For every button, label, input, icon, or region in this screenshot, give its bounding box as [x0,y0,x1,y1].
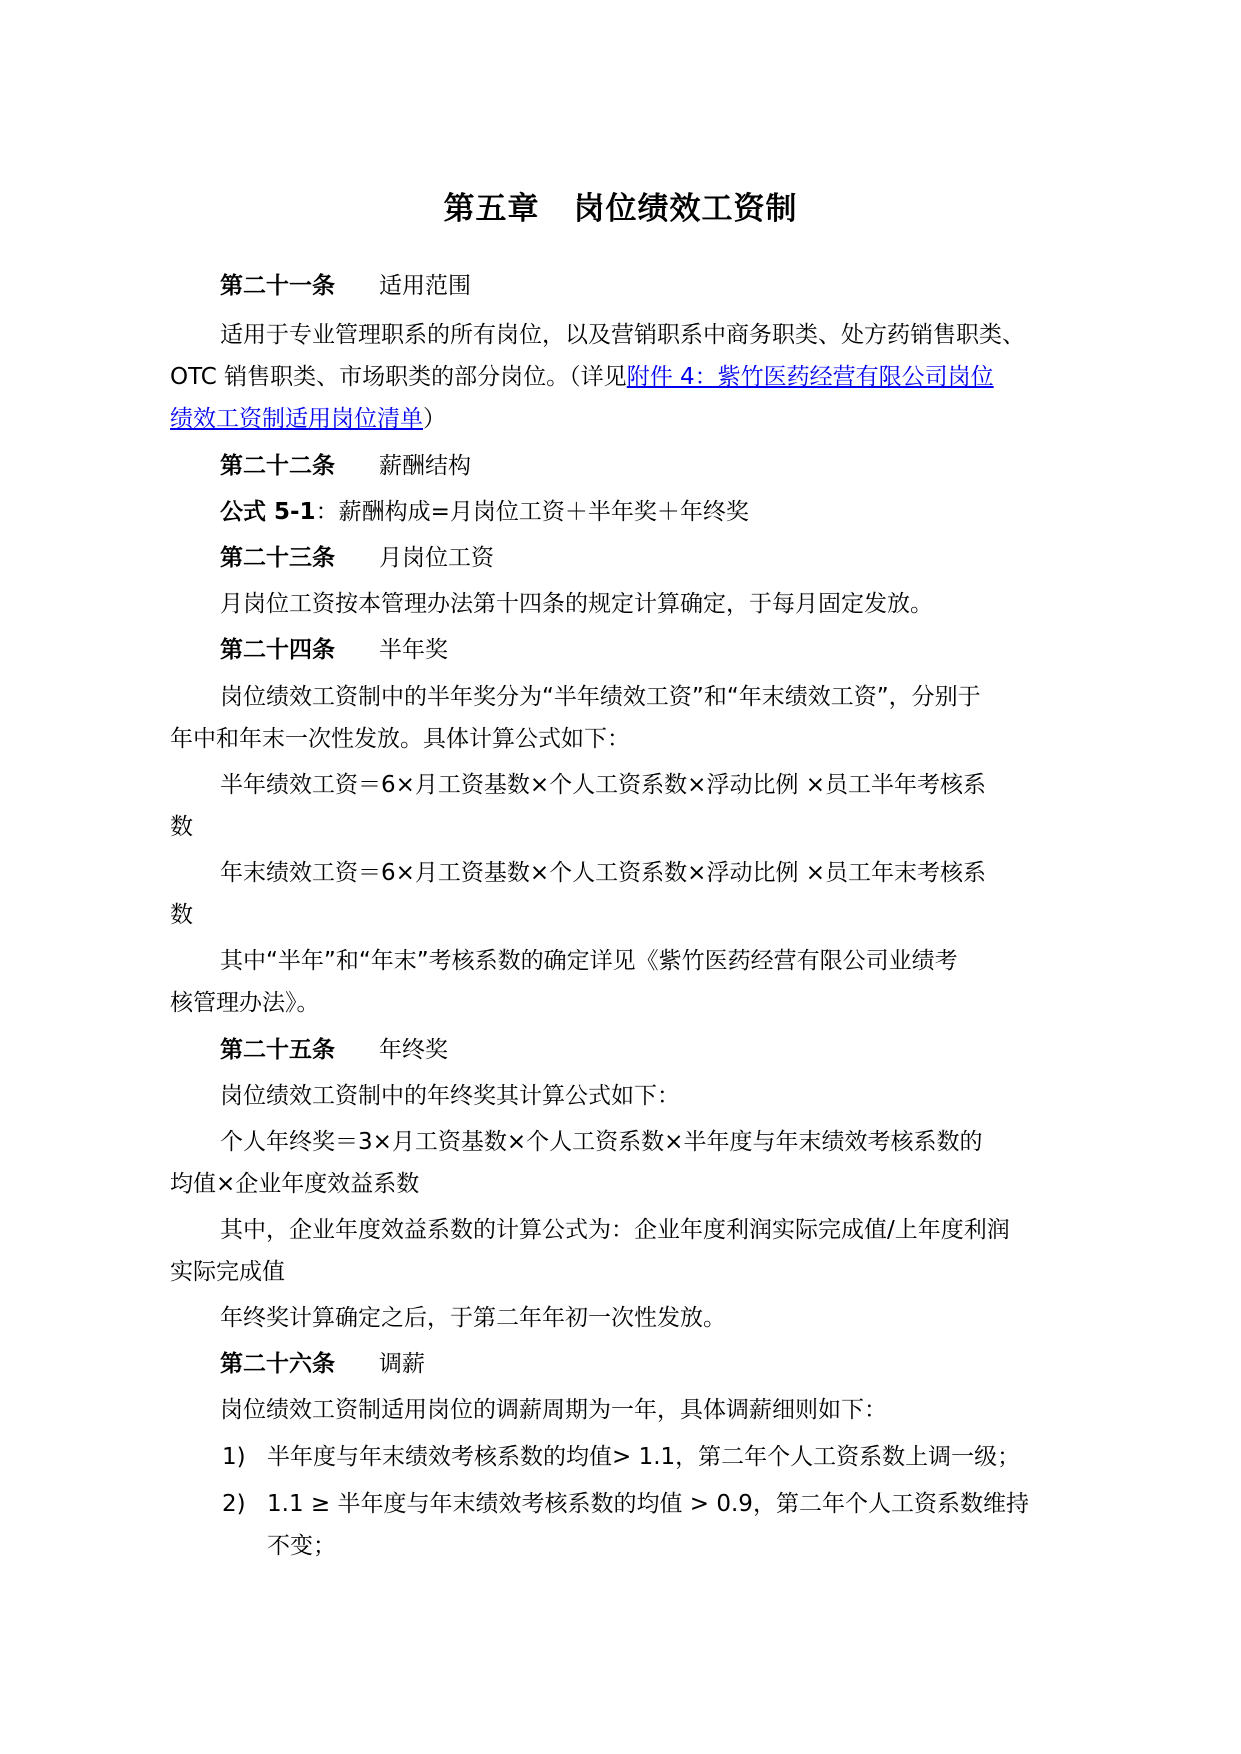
article-title: 月岗位工资 [379,545,494,571]
article-title: 年终奖 [379,1037,448,1063]
article-label: 第二十三条 [220,545,335,571]
article-label: 第二十五条 [220,1037,335,1063]
article-title: 适用范围 [379,273,471,299]
paragraph: 月岗位工资按本管理办法第十四条的规定计算确定，于每月固定发放。 [220,591,933,617]
paragraph: 其中，企业年度效益系数的计算公式为：企业年度利润实际完成值/上年度利润 [220,1217,1010,1243]
appendix-4-link-cont[interactable]: 绩效工资制适用岗位清单 [170,406,423,432]
paragraph [170,404,446,434]
article-22-heading [220,451,471,481]
list-item-number: 1) [222,1444,246,1470]
article-26-heading [220,1349,425,1379]
list-item: 半年度与年末绩效考核系数的均值> 1.1，第二年个人工资系数上调一级； [267,1444,1021,1470]
paragraph: 年中和年末一次性发放。具体计算公式如下： [170,726,630,752]
paragraph: 年终奖计算确定之后，于第二年年初一次性发放。 [220,1305,726,1331]
article-label: 第二十一条 [220,273,335,299]
article-24-heading [220,635,448,665]
paragraph: 岗位绩效工资制中的半年奖分为“半年绩效工资”和“年末绩效工资”，分别于 [220,684,981,710]
list-item-continuation: 不变； [267,1533,336,1559]
paragraph: 实际完成值 [170,1259,285,1285]
article-label: 第二十四条 [220,637,335,663]
article-title: 薪酬结构 [379,453,471,479]
formula-5-1 [220,497,749,527]
article-title: 半年奖 [379,637,448,663]
article-title: 调薪 [379,1351,425,1377]
formula-line: 均值×企业年度效益系数 [170,1171,420,1197]
article-label: 第二十二条 [220,453,335,479]
paragraph: 其中“半年”和“年末”考核系数的确定详见《紫竹医药经营有限公司业绩考 [220,948,958,974]
article-25-heading [220,1035,448,1065]
list-item-number: 2) [222,1491,246,1517]
appendix-4-link[interactable]: 附件 4：紫竹医药经营有限公司岗位 [626,364,994,390]
paragraph: 适用于专业管理职系的所有岗位，以及营销职系中商务职类、处方药销售职类、 [220,322,1025,348]
list-item: 1.1 ≥ 半年度与年末绩效考核系数的均值 > 0.9，第二年个人工资系数维持 [267,1491,1029,1517]
chapter-heading: 岗位绩效工资制 [573,191,798,227]
formula-line: 年末绩效工资＝6×月工资基数×个人工资系数×浮动比例 ×员工年末考核系 [220,860,987,886]
paragraph: 岗位绩效工资制适用岗位的调薪周期为一年，具体调薪细则如下： [220,1397,887,1423]
article-23-heading [220,543,494,573]
formula-line: 个人年终奖＝3×月工资基数×个人工资系数×半年度与年末绩效考核系数的 [220,1129,983,1155]
paragraph [170,362,994,392]
chapter-title [0,183,1241,228]
formula-label: 公式 5-1 [220,499,316,525]
paragraph: 核管理办法》。 [170,990,320,1016]
paragraph-text: ） [423,406,446,432]
formula-text: ：薪酬构成=月岗位工资＋半年奖＋年终奖 [315,499,749,525]
chapter-number: 第五章 [443,191,540,227]
formula-line: 半年绩效工资＝6×月工资基数×个人工资系数×浮动比例 ×员工半年考核系 [220,772,987,798]
paragraph-text: OTC 销售职类、市场职类的部分岗位。（详见 [170,364,627,390]
article-21-heading [220,271,471,301]
formula-line: 数 [170,814,193,840]
article-label: 第二十六条 [220,1351,335,1377]
formula-line: 数 [170,902,193,928]
paragraph: 岗位绩效工资制中的年终奖其计算公式如下： [220,1083,680,1109]
